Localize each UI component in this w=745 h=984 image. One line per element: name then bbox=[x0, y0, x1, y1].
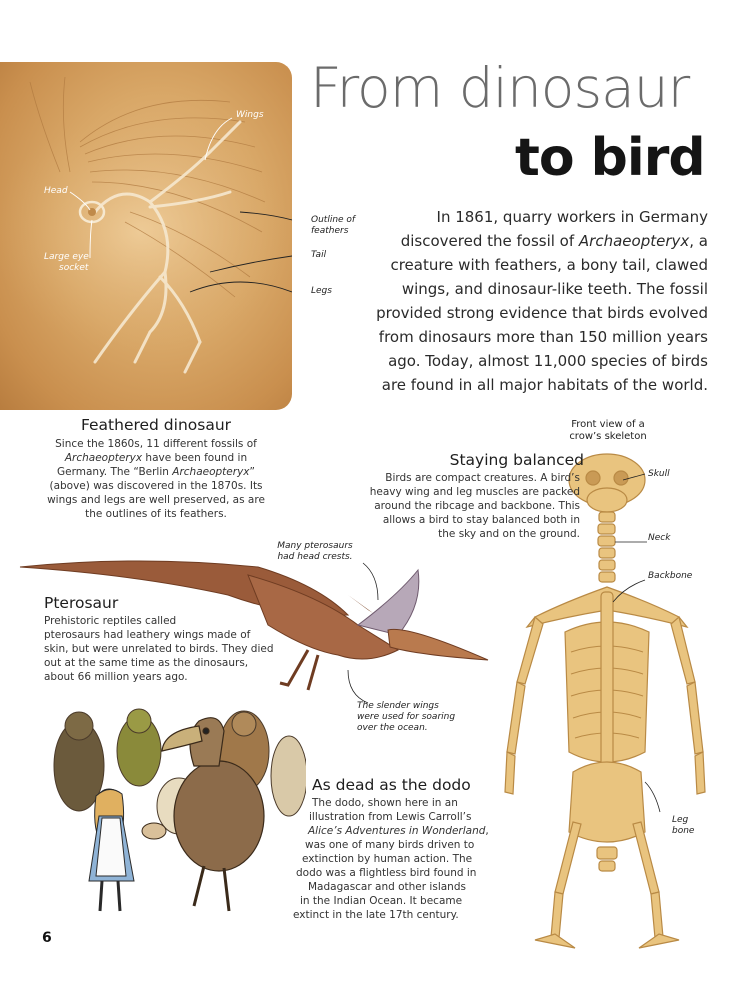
dodo-line-3-italic: Alice’s Adventures in Wonderland bbox=[308, 825, 486, 837]
feathered-line-3a: Germany. The “Berlin bbox=[57, 466, 173, 478]
label-eye-socket-1: Large eye bbox=[44, 252, 89, 262]
pterosaur-section bbox=[44, 594, 294, 684]
dodo-line-5: extinction by human action. The bbox=[302, 853, 473, 865]
feathered-line-2-rest: have been found in bbox=[142, 452, 248, 464]
feathered-heading: Feathered dinosaur bbox=[80, 416, 232, 434]
pterosaur-body bbox=[44, 614, 294, 684]
dodo-section bbox=[256, 776, 496, 922]
page-number: 6 bbox=[42, 930, 52, 946]
dodo-line-9: extinct in the late 17th century. bbox=[293, 909, 459, 921]
balanced-heading: Staying balanced bbox=[449, 451, 584, 469]
balanced-line-4: allows a bird to stay balanced both in bbox=[382, 514, 580, 526]
title-line-2: to bird bbox=[515, 128, 705, 188]
crow-caption-1: Front view of a bbox=[571, 419, 645, 430]
balanced-line-5: the sky and on the ground. bbox=[438, 528, 580, 540]
label-backbone: Backbone bbox=[648, 571, 693, 581]
label-outline-feathers-1: Outline of bbox=[311, 215, 356, 225]
feathered-line-2 bbox=[36, 451, 276, 465]
label-head: Head bbox=[44, 186, 68, 196]
intro-italic: Archaeopteryx bbox=[578, 232, 690, 250]
pterosaur-line-5: about 66 million years ago. bbox=[44, 671, 188, 683]
label-skull: Skull bbox=[648, 469, 670, 479]
crest-note bbox=[270, 541, 360, 563]
pterosaur-line-3: skin, but were unrelated to birds. They died bbox=[44, 643, 274, 655]
feathered-line-3 bbox=[36, 465, 276, 479]
pterosaur-line-2: pterosaurs had leathery wings made of bbox=[44, 629, 251, 641]
dodo-heading: As dead as the dodo bbox=[312, 776, 471, 794]
label-legs: Legs bbox=[311, 286, 332, 296]
intro-text-2: , a creature with feathers, a bony tail, clawed wings, and dinosaur-like teeth. The fossil provided strong evidence that birds evolved from dinosaurs more than 150 million years ago. Today, almost 11,000 species of birds are found in all major habitats of the world. bbox=[376, 232, 708, 394]
dodo-line-4: was one of many birds driven to bbox=[305, 839, 475, 851]
dodo-line-7: Madagascar and other islands bbox=[308, 881, 466, 893]
feathered-line-5: wings and legs are well preserved, as are bbox=[47, 494, 265, 506]
balanced-line-3: around the ribcage and backbone. This bbox=[374, 500, 580, 512]
label-leg-1: Leg bbox=[672, 815, 689, 825]
crest-note-2: had head crests. bbox=[277, 552, 353, 562]
balanced-body bbox=[340, 471, 580, 541]
feathered-body bbox=[36, 437, 276, 521]
title-line-1: From dinosaur bbox=[310, 56, 690, 120]
crest-note-1: Many pterosaurs bbox=[277, 541, 353, 551]
wing-note-1: The slender wings bbox=[357, 701, 439, 711]
feathered-line-1: Since the 1860s, 11 different fossils of bbox=[55, 438, 257, 450]
feathered-dinosaur-section bbox=[36, 416, 276, 521]
feathered-line-3b: ” bbox=[249, 466, 255, 478]
pterosaur-heading: Pterosaur bbox=[44, 594, 119, 612]
label-leg-2: bone bbox=[672, 826, 695, 836]
wing-note-2: were used for soaring bbox=[357, 712, 456, 722]
archaeopteryx-fossil-image bbox=[0, 62, 292, 410]
wing-note-3: over the ocean. bbox=[357, 723, 428, 733]
balanced-line-2: heavy wing and leg muscles are packed bbox=[369, 486, 580, 498]
feathered-line-6: the outlines of its feathers. bbox=[85, 508, 227, 520]
label-outline-feathers-2: feathers bbox=[311, 226, 349, 236]
dodo-line-3 bbox=[308, 824, 496, 838]
crow-caption bbox=[558, 419, 658, 443]
staying-balanced-section bbox=[340, 451, 584, 541]
crow-caption-2: crow’s skeleton bbox=[569, 431, 647, 442]
feathered-line-2-italic: Archaeopteryx bbox=[64, 452, 143, 464]
feathered-line-3-italic: Archaeopteryx bbox=[172, 466, 250, 478]
dodo-line-6: dodo was a flightless bird found in bbox=[296, 867, 477, 879]
intro-paragraph bbox=[368, 205, 708, 397]
label-eye-socket-2: socket bbox=[59, 263, 89, 273]
pterosaur-line-1: Prehistoric reptiles called bbox=[44, 615, 177, 627]
pterosaur-line-4: out at the same time as the dinosaurs, bbox=[44, 657, 249, 669]
dodo-line-2: illustration from Lewis Carroll’s bbox=[309, 811, 472, 823]
wing-note bbox=[357, 701, 455, 734]
balanced-line-1: Birds are compact creatures. A bird’s bbox=[385, 472, 580, 484]
feathered-line-4: (above) was discovered in the 1870s. Its bbox=[49, 480, 263, 492]
label-tail: Tail bbox=[311, 250, 327, 260]
dodo-body bbox=[256, 796, 496, 922]
label-neck: Neck bbox=[648, 533, 671, 543]
intro-text-1: In 1861, quarry workers in Germany discovered the fossil of bbox=[400, 208, 708, 250]
dodo-line-3-rest: , bbox=[485, 825, 489, 837]
label-wings: Wings bbox=[236, 110, 264, 120]
dodo-line-8: in the Indian Ocean. It became bbox=[300, 895, 463, 907]
dodo-line-1: The dodo, shown here in an bbox=[312, 797, 458, 809]
